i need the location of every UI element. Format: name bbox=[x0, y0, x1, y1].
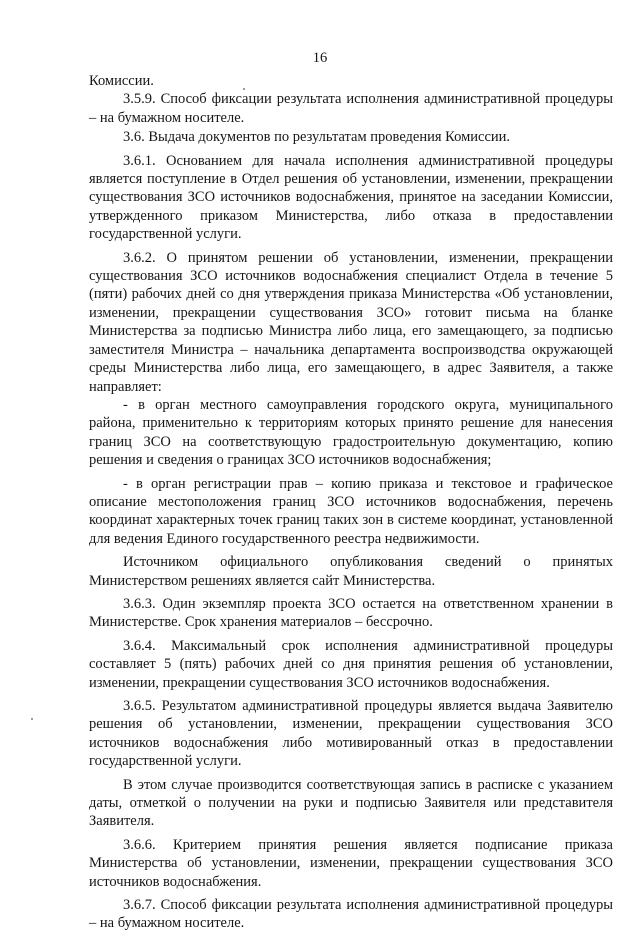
paragraph-list-item-registration-authority: - в орган регистрации прав – копию приказа и текстовое и графическое описание местоположения границ ЗСО источников водоснабжения, перечень координат характерных точек границ таких зон в системе координат, установленной для ведения Единого государственного реестра недвижимости. bbox=[89, 475, 613, 547]
paragraph-3-6-3: 3.6.3. Один экземпляр проекта ЗСО остается на ответственном хранении в Министерстве. Срок хранения материалов – бессрочно. bbox=[89, 595, 613, 631]
page-number: 16 bbox=[312, 50, 328, 66]
paragraph-3-6-6: 3.6.6. Критерием принятия решения является подписание приказа Министерства об установлении, изменении, прекращении существования ЗСО источников водоснабжения. bbox=[89, 836, 613, 890]
paragraph-official-publication: Источником официального опубликования сведений о принятых Министерством решениях является сайт Министерства. bbox=[89, 554, 613, 589]
scan-speck bbox=[31, 718, 33, 720]
paragraph-3-6-7: 3.6.7. Способ фиксации результата исполнения административной процедуры – на бумажном носителе. bbox=[89, 897, 613, 932]
paragraph-3-6-1: 3.6.1. Основанием для начала исполнения административной процедуры является поступление в Отдел решения об установлении, изменении, прекращении существования ЗСО источников водоснабжения, принятое на заседании Комиссии, утвержденного приказом Министерства, либо отказа в предоставлении государственной услуги. bbox=[89, 152, 613, 243]
paragraph-3-6-4: 3.6.4. Максимальный срок исполнения административной процедуры составляет 5 (пять) рабочих дней со дня принятия решения об установлении, изменении, прекращении существования ЗСО источников водоснабжения. bbox=[89, 637, 613, 691]
scan-speck bbox=[243, 88, 245, 90]
paragraph-receipt-record: В этом случае производится соответствующая запись в расписке с указанием даты, отметкой о получении на руки и подписью Заявителя или представителя Заявителя. bbox=[89, 776, 613, 830]
paragraph-3-6-heading: 3.6. Выдача документов по результатам проведения Комиссии. bbox=[123, 129, 511, 146]
paragraph-list-item-local-government: - в орган местного самоуправления городского округа, муниципального района, применительно к территориям которых принято решение для нанесения границ ЗСО на соответствующую градостроительную документацию, копию решения и сведения о границах ЗСО источников водоснабжения; bbox=[89, 396, 613, 469]
document-body bbox=[89, 72, 613, 933]
paragraph-3-6-2: 3.6.2. О принятом решении об установлении, изменении, прекращении существования ЗСО источников водоснабжения специалист Отдела в течение 5 (пяти) рабочих дней со дня утверждения приказа Министерства «Об установлении, изменении, прекращении существования ЗСО» готовит письма на бланке Министерства за подписью Министра либо лица, его замещающего, за подписью заместителя Министра – начальника департамента воспроизводства окружающей среды Министерства либо лица, его замещающего, в адрес Заявителя, а также направляет: bbox=[89, 249, 613, 395]
paragraph-3-6-5: 3.6.5. Результатом административной процедуры является выдача Заявителю решения об установлении, изменении, прекращении существования ЗСО источников водоснабжения либо мотивированный отказ в предоставлении государственной услуги. bbox=[89, 698, 613, 770]
paragraph-3-5-9: 3.5.9. Способ фиксации результата исполнения административной процедуры – на бумажном носителе. bbox=[89, 91, 613, 126]
paragraph-commission-end: Комиссии. bbox=[89, 73, 154, 89]
